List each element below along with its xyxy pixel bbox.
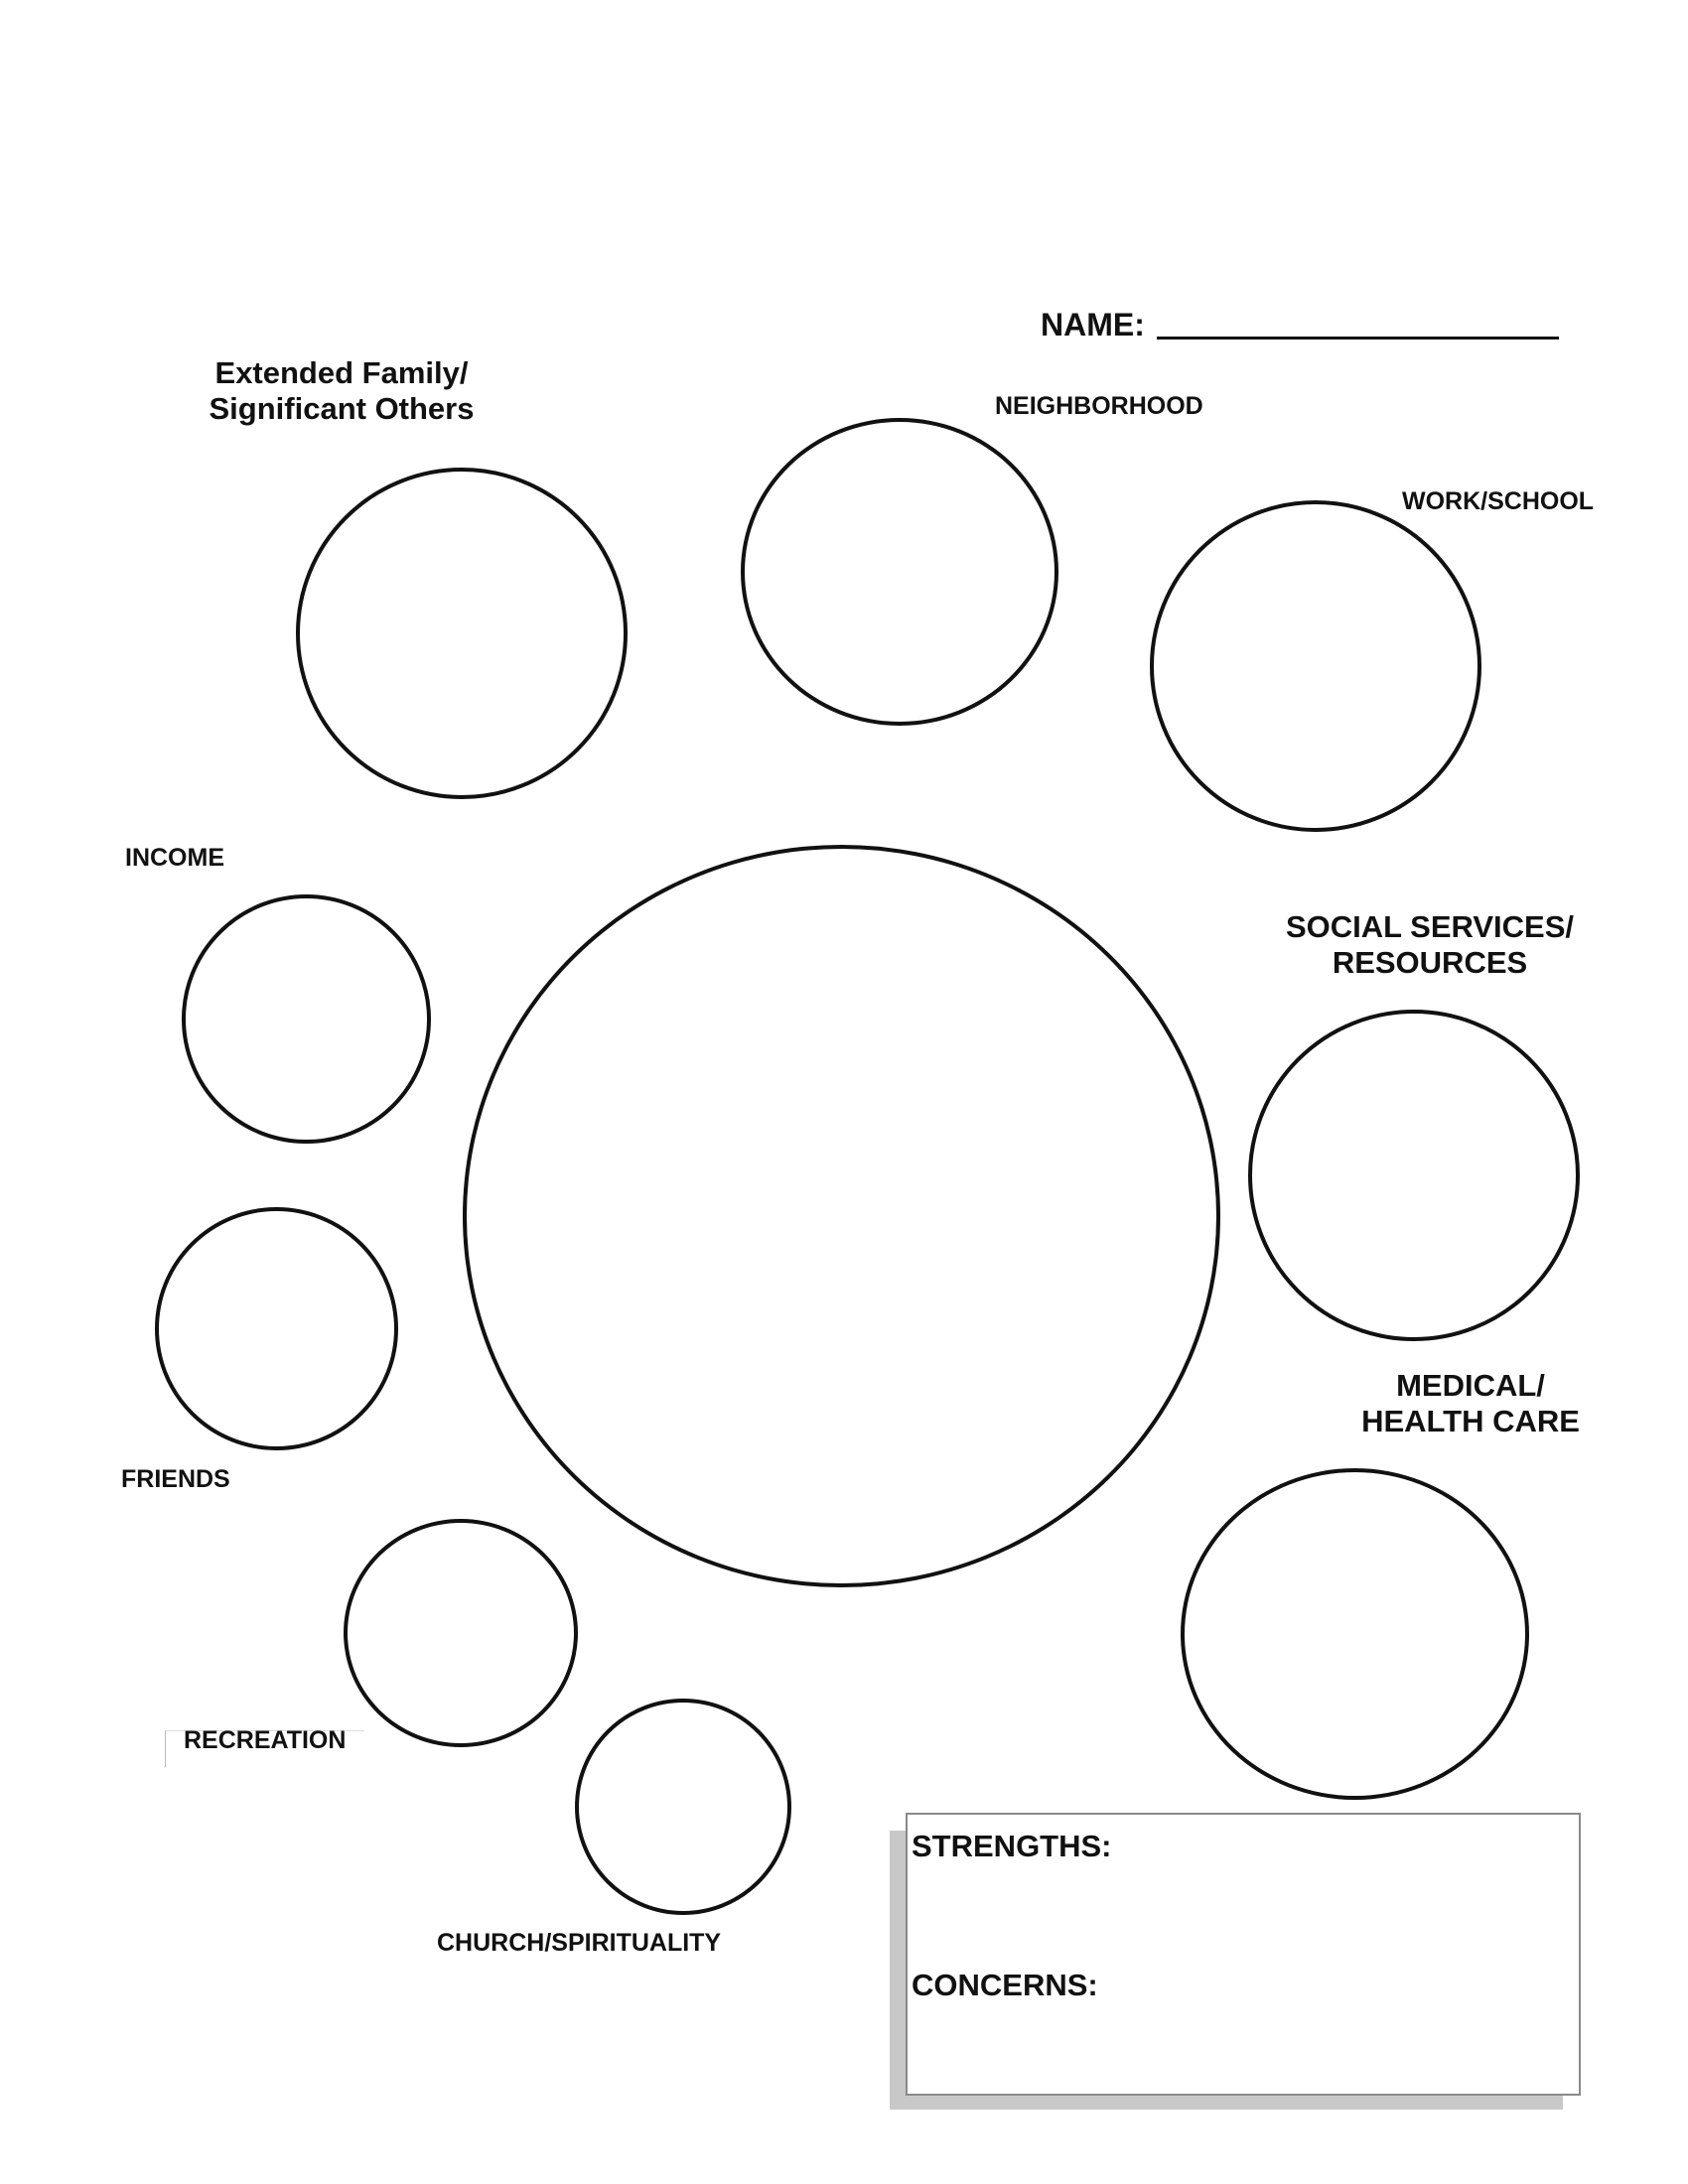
strengths-label: STRENGTHS: bbox=[912, 1829, 1112, 1863]
neighborhood-circle[interactable] bbox=[741, 418, 1058, 726]
extended-family-label-line2: Significant Others bbox=[209, 391, 475, 426]
recreation-circle[interactable] bbox=[344, 1519, 578, 1747]
medical-label-line2: HEALTH CARE bbox=[1361, 1404, 1580, 1438]
social-services-label bbox=[1281, 909, 1579, 981]
medical-label bbox=[1346, 1368, 1595, 1439]
name-input-line[interactable] bbox=[1157, 337, 1559, 340]
work-school-circle[interactable] bbox=[1150, 500, 1481, 832]
medical-label-line1: MEDICAL/ bbox=[1396, 1368, 1545, 1403]
income-circle[interactable] bbox=[182, 894, 431, 1144]
concerns-label: CONCERNS: bbox=[912, 1968, 1098, 2002]
extended-family-label bbox=[203, 355, 481, 427]
church-spirituality-label: CHURCH/SPIRITUALITY bbox=[437, 1929, 722, 1957]
social-services-circle[interactable] bbox=[1248, 1010, 1580, 1341]
church-spirituality-circle[interactable] bbox=[575, 1699, 791, 1915]
recreation-label: RECREATION bbox=[184, 1726, 347, 1754]
medical-circle[interactable] bbox=[1181, 1468, 1529, 1800]
strengths-concerns-box[interactable] bbox=[906, 1813, 1581, 2096]
friends-label: FRIENDS bbox=[121, 1465, 230, 1493]
extended-family-label-line1: Extended Family/ bbox=[214, 355, 469, 390]
name-label: NAME: bbox=[1041, 307, 1145, 342]
social-services-label-line1: SOCIAL SERVICES/ bbox=[1286, 909, 1574, 944]
income-label: INCOME bbox=[125, 844, 224, 872]
extended-family-circle[interactable] bbox=[296, 468, 628, 799]
name-field-row bbox=[1041, 306, 1559, 343]
work-school-label: WORK/SCHOOL bbox=[1402, 487, 1595, 515]
friends-circle[interactable] bbox=[155, 1207, 398, 1450]
social-services-label-line2: RESOURCES bbox=[1332, 945, 1528, 980]
center-family-circle[interactable] bbox=[463, 845, 1220, 1587]
neighborhood-label: NEIGHBORHOOD bbox=[995, 392, 1203, 420]
